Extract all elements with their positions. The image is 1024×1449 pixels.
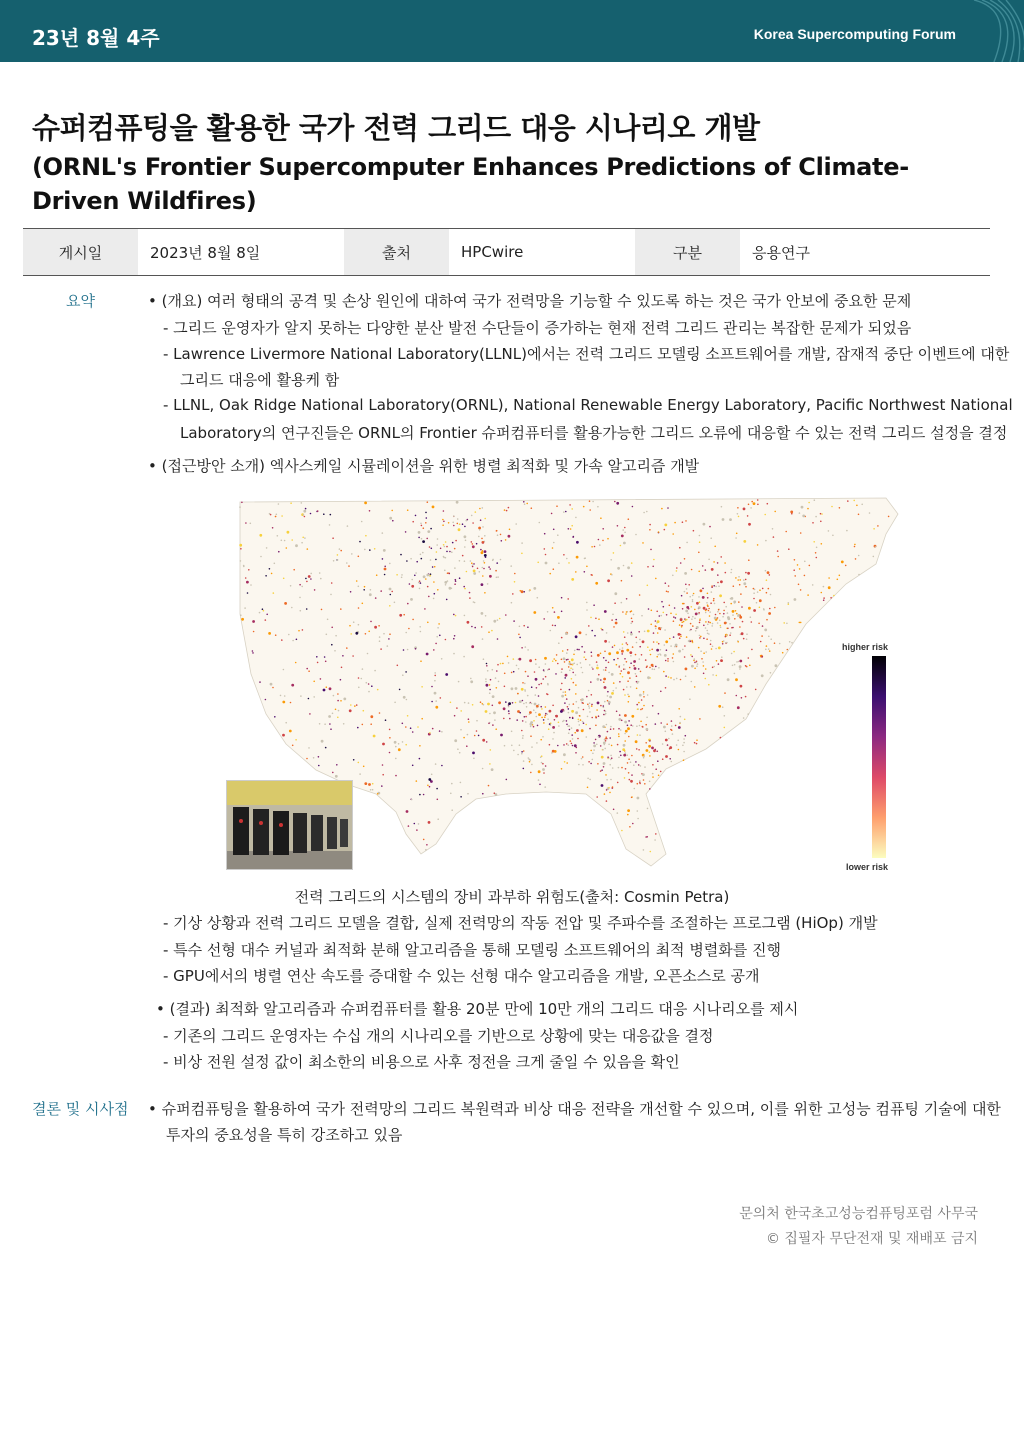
risk-map-figure <box>226 494 902 880</box>
approach-sub-1: - 기상 상황과 전력 그리드 모델을 결합, 실제 전력망의 작동 전압 및 주파수를 조절하는 프로그램 (HiOp) 개발 <box>163 914 878 932</box>
result-bullet: • (결과) 최적화 알고리즘과 슈퍼컴퓨터를 활용 20분 만에 10만 개의 그리드 대응 시나리오를 제시 <box>156 1000 799 1018</box>
category-label: 구분 <box>635 229 740 275</box>
overview-sub-3-cont: Laboratory의 연구진들은 ORNL의 Frontier 슈퍼컴퓨터를 활용가능한 그리드 오류에 대응할 수 있는 전력 그리드 설정을 결정 <box>180 424 1008 442</box>
conclusion-label: 결론 및 시사점 <box>32 1100 129 1118</box>
source-value: HPCwire <box>461 243 524 261</box>
approach-sub-2: - 특수 선형 대수 커널과 최적화 분해 알고리즘을 통해 모델링 소프트웨어의 최적 병렬화를 진행 <box>163 941 782 959</box>
legend-high-label: higher risk <box>842 642 889 652</box>
figure-caption: 전력 그리드의 시스템의 장비 과부하 위험도(출처: Cosmin Petra) <box>294 888 730 906</box>
source-label: 출처 <box>344 229 449 275</box>
header-forum-name: Korea Supercomputing Forum <box>753 26 956 42</box>
page-title: 슈퍼컴퓨팅을 활용한 국가 전력 그리드 대응 시나리오 개발 <box>32 111 760 145</box>
page-subtitle: (ORNL's Frontier Supercomputer Enhances Predictions of Climate-Driven Wildfires) <box>32 153 909 215</box>
header-week: 23년 8월 4주 <box>32 26 160 50</box>
date-label: 게시일 <box>23 229 138 275</box>
conclusion-line-1: • 슈퍼컴퓨팅을 활용하여 국가 전력망의 그리드 복원력과 비상 대응 전략을 개선할 수 있으며, 이를 위한 고성능 컴퓨팅 기술에 대한 <box>148 1100 1001 1118</box>
swirl-logo-icon <box>954 0 1024 62</box>
approach-sub-3: - GPU에서의 병렬 연산 속도를 증대할 수 있는 선형 대수 알고리즘을 개발, 오픈소스로 공개 <box>163 967 760 985</box>
overview-sub-1: - 그리드 운영자가 알지 못하는 다양한 분산 발전 수단들이 증가하는 현재 전력 그리드 관리는 복잡한 문제가 되었음 <box>163 319 912 337</box>
date-value: 2023년 8월 8일 <box>150 243 261 262</box>
category-value: 응용연구 <box>752 243 810 262</box>
legend-low-label: lower risk <box>846 862 889 872</box>
header-bar <box>0 0 1024 62</box>
frontier-supercomputer-photo <box>226 780 353 870</box>
meta-table <box>23 228 990 276</box>
risk-color-scale <box>872 656 886 858</box>
approach-bullet: • (접근방안 소개) 엑사스케일 시뮬레이션을 위한 병렬 최적화 및 가속 알고리즘 개발 <box>148 457 700 475</box>
overview-sub-2: - Lawrence Livermore National Laboratory(LLNL)에서는 전력 그리드 모델링 소프트웨어를 개발, 잠재적 중단 이벤트에 대한 <box>163 345 1010 363</box>
overview-bullet: • (개요) 여러 형태의 공격 및 손상 원인에 대하여 국가 전력망을 기능할 수 있도록 하는 것은 국가 안보에 중요한 문제 <box>148 292 912 310</box>
footer-copyright: © 집필자 무단전재 및 재배포 금지 <box>765 1231 978 1247</box>
conclusion-line-2: 투자의 중요성을 특히 강조하고 있음 <box>166 1126 403 1144</box>
result-sub-1: - 기존의 그리드 운영자는 수십 개의 시나리오를 기반으로 상황에 맞는 대응값을 결정 <box>163 1027 714 1045</box>
overview-sub-2-cont: 그리드 대응에 활용케 함 <box>180 371 340 389</box>
footer-contact: 문의처 한국초고성능컴퓨팅포럼 사무국 <box>739 1206 978 1222</box>
overview-sub-3: - LLNL, Oak Ridge National Laboratory(ORNL), National Renewable Energy Laboratory, Pacific Northwest National <box>163 396 1013 414</box>
summary-label: 요약 <box>66 292 95 310</box>
result-sub-2: - 비상 전원 설정 값이 최소한의 비용으로 사후 정전을 크게 줄일 수 있음을 확인 <box>163 1053 680 1071</box>
